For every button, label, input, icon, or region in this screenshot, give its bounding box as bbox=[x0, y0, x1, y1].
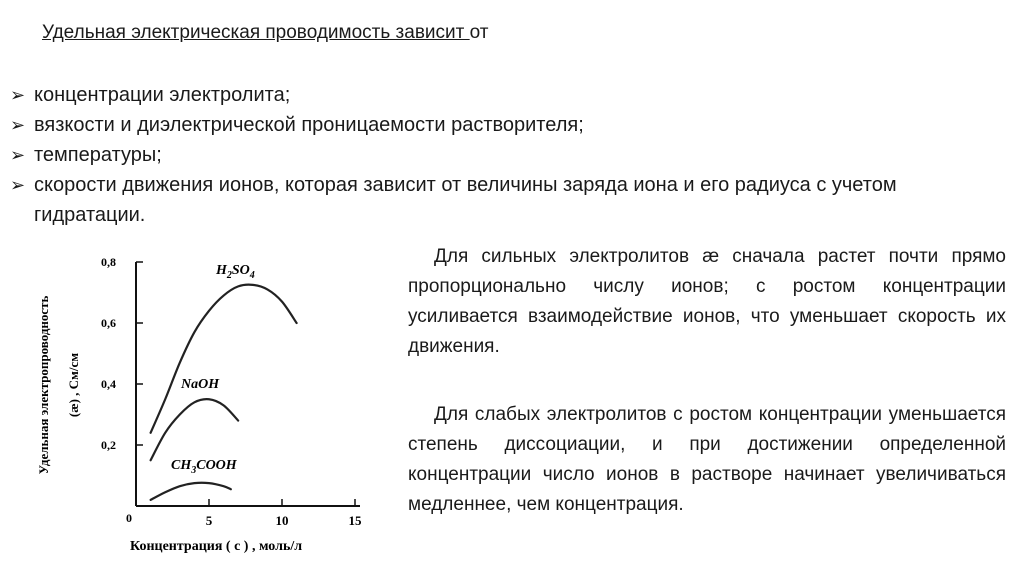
y-axis-unit-label: (æ) , См/см bbox=[66, 352, 81, 418]
heading-main: Удельная электрическая проводимость зависит bbox=[42, 22, 470, 43]
chart-axes bbox=[136, 262, 360, 506]
series-line-h2so4 bbox=[151, 285, 297, 433]
x-tick-label: 15 bbox=[348, 513, 362, 528]
arrow-bullet-icon: ➢ bbox=[10, 145, 26, 165]
list-item-text: скорости движения ионов, которая зависит от величины заряда иона и его радиуса с учетом гидратации. bbox=[34, 174, 897, 226]
y-tick-label: 0,8 bbox=[101, 255, 116, 269]
series-line-ch3cooh bbox=[151, 483, 231, 500]
list-item-text: температуры; bbox=[34, 144, 162, 166]
list-item-text: вязкости и диэлектрической проницаемости растворителя; bbox=[34, 114, 584, 136]
y-tick-label: 0,4 bbox=[101, 377, 116, 391]
x-axis-label: Концентрация ( с ) , моль/л bbox=[130, 539, 303, 554]
list-item-text: концентрации электролита; bbox=[34, 84, 291, 106]
strong-electrolytes-paragraph: Для сильных электролитов æ сначала растет почти прямо пропорционально числу ионов; с ростом концентрации усиливается взаимодействие ионов, что уменьшает скорость их движения. bbox=[408, 246, 1006, 357]
arrow-bullet-icon: ➢ bbox=[10, 115, 26, 135]
series-label-naoh: NaOH bbox=[181, 377, 220, 392]
x-tick-label: 10 bbox=[275, 513, 289, 528]
arrow-bullet-icon: ➢ bbox=[10, 175, 26, 195]
series-label-ch3cooh: $CH_3COOH$ bbox=[171, 458, 237, 476]
conductivity-chart bbox=[0, 0, 400, 574]
x-tick-label: 5 bbox=[205, 513, 213, 528]
y-tick-label: 0,6 bbox=[101, 316, 116, 330]
series-label-h2so4: $H_2SO_4$ bbox=[216, 263, 255, 281]
series-line-naoh bbox=[151, 399, 239, 460]
y-tick-label: 0,2 bbox=[101, 438, 116, 452]
heading-tail: от bbox=[469, 22, 489, 43]
y-axis-label: Удельная электропроводность bbox=[36, 295, 51, 475]
arrow-bullet-icon: ➢ bbox=[10, 85, 26, 105]
x-tick-label-origin: 0 bbox=[126, 511, 132, 525]
weak-electrolytes-paragraph: Для слабых электролитов с ростом концентрации уменьшается степень диссоциации, и при достижении определенной концентрации число ионов в растворе начинает увеличиваться медленнее, чем концентрация. bbox=[408, 404, 1006, 515]
